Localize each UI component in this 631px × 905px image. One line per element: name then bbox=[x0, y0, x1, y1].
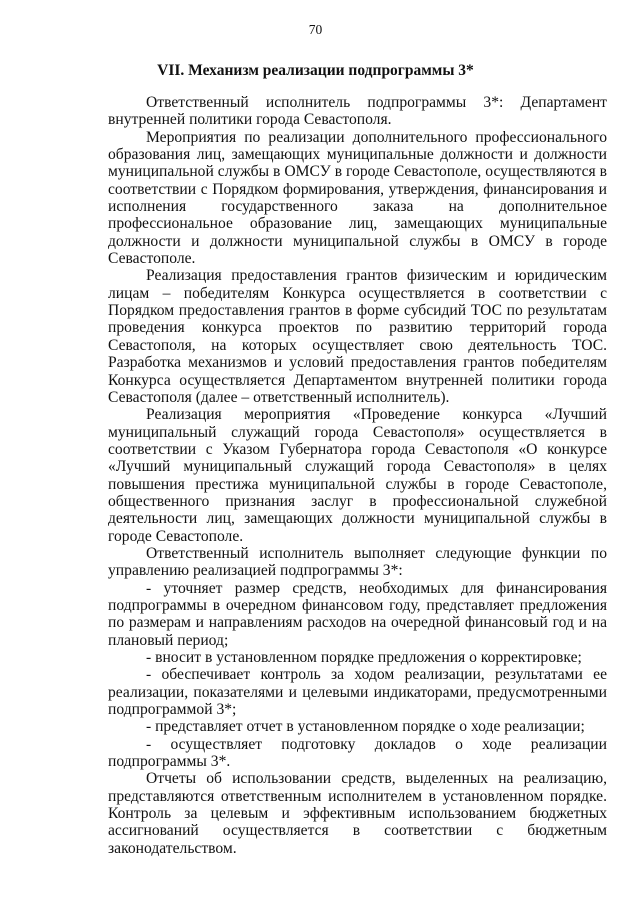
paragraph-functions-intro: Ответственный исполнитель выполняет следующие функции по управлению реализацией подпрограммы 3*: bbox=[108, 544, 607, 580]
body-text bbox=[108, 94, 607, 857]
page-number: 70 bbox=[308, 22, 323, 37]
paragraph-grants: Реализация предоставления грантов физическим и юридическим лицам – победителям Конкурса осуществляется в соответствии с Порядком предоставления грантов в форме субсидий ТОС по результатам проведения конкурса проектов по развитию территорий города Севастополя, на которых осуществляет свою деятельность ТОС. Разработка механизмов и условий предоставления грантов победителям Конкурса осуществляется Департаментом внутренней политики города Севастополя (далее – ответственный исполнитель). bbox=[108, 267, 607, 406]
paragraph-responsible-executor: Ответственный исполнитель подпрограммы 3*: Департамент внутренней политики города Севастополя. bbox=[108, 94, 607, 129]
list-item: - осуществляет подготовку докладов о ходе реализации подпрограммы 3*. bbox=[108, 735, 607, 771]
section-title: VII. Механизм реализации подпрограммы 3* bbox=[157, 62, 474, 79]
paragraph-reports: Отчеты об использовании средств, выделенных на реализацию, представляются ответственным исполнителем в установленном порядке. Контроль за целевым и эффективным использованием бюджетных ассигнований осуществляется в соответствии с бюджетным законодательством. bbox=[108, 770, 607, 857]
list-item: - представляет отчет в установленном порядке о ходе реализации; bbox=[146, 718, 585, 736]
list-item: - обеспечивает контроль за ходом реализации, результатами ее реализации, показателями и целевыми индикаторами, предусмотренными подпрограммой 3*; bbox=[108, 666, 607, 719]
paragraph-best-municipal-servant: Реализация мероприятия «Проведение конкурса «Лучший муниципальный служащий города Севастополя» осуществляется в соответствии с Указом Губернатора города Севастополя «О конкурсе «Лучший муниципальный служащий города Севастополя» в целях повышения престижа муниципальной службы в городе Севастополе, общественного признания заслуг в профессиональной служебной деятельности лиц, замещающих должности муниципальной службы в городе Севастополе. bbox=[108, 406, 607, 545]
list-item: - уточняет размер средств, необходимых для финансирования подпрограммы в очередном финансовом году, представляет предложения по размерам и направлениям расходов на очередной финансовый год и на плановый период; bbox=[108, 579, 607, 649]
list-item: - вносит в установленном порядке предложения о корректировке; bbox=[146, 649, 582, 666]
paragraph-professional-education: Мероприятия по реализации дополнительного профессионального образования лиц, замещающих муниципальные должности и должности муниципальной службы в ОМСУ в городе Севастополе, осуществляются в соответствии с Порядком формирования, утверждения, финансирования и исполнения государственного заказа на дополнительное профессиональное образование лиц, замещающих муниципальные должности и должности муниципальной службы в ОМСУ в городе Севастополе. bbox=[108, 128, 607, 268]
